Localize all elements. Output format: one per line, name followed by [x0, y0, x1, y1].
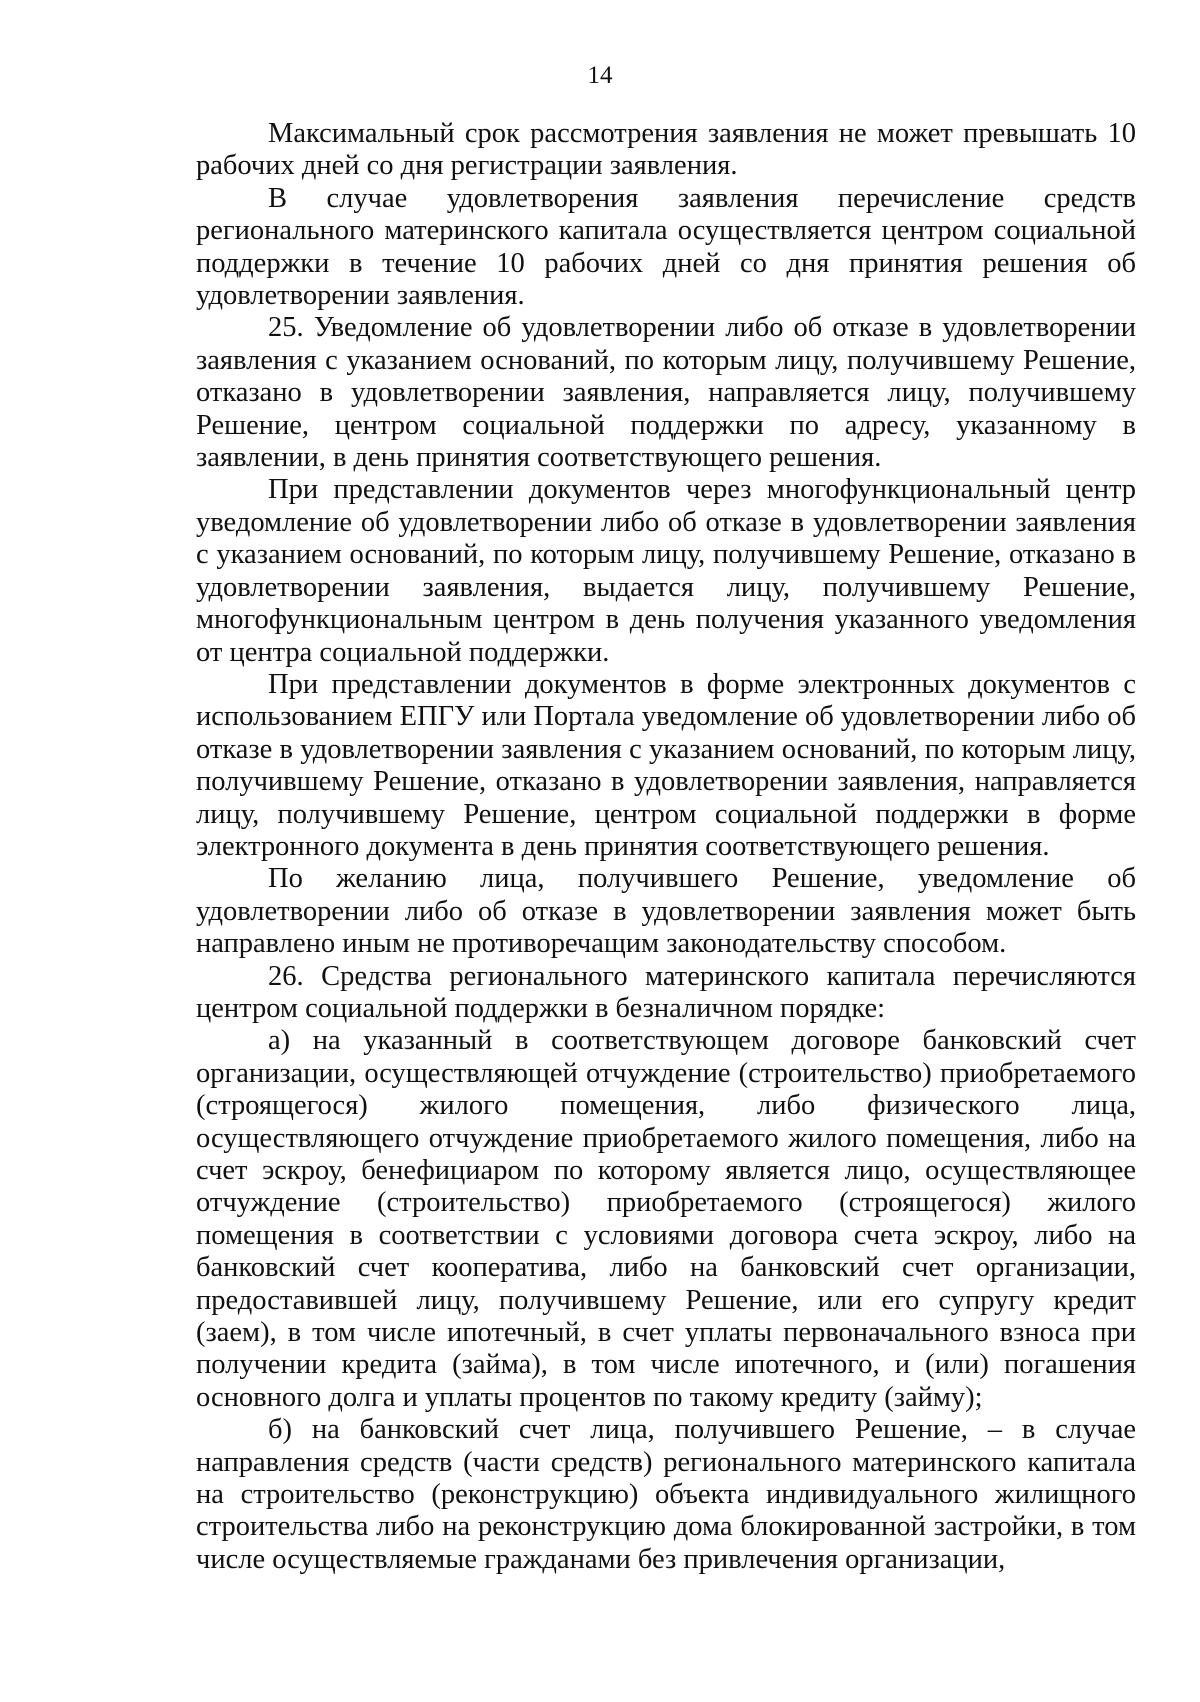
paragraph-item-25-notification: 25. Уведомление об удовлетворении либо об отказе в удовлетворении заявления с указанием оснований, по которым лицу, получившему Решение, отказано в удовлетворении заявления, направляется лицу, получившему Решение, центром социальной поддержки по адресу, указанному в заявлении, в день принятия соответствующего решения.	[196, 312, 1136, 474]
paragraph-mfc-notification: При представлении документов через многофункциональный центр уведомление об удовлетворении либо об отказе в удовлетворении заявления с указанием оснований, по которым лицу, получившему Решение, отказано в удовлетворении заявления, выдается лицу, получившему Решение, многофункциональным центром в день получения указанного уведомления от центра социальной поддержки.	[196, 474, 1136, 668]
paragraph-electronic-notification: При представлении документов в форме электронных документов с использованием ЕПГУ или Портала уведомление об удовлетворении либо об отказе в удовлетворении заявления с указанием оснований, по которым лицу, получившему Решение, отказано в удовлетворении заявления, направляется лицу, получившему Решение, центром социальной поддержки в форме электронного документа в день принятия соответствующего решения.	[196, 668, 1136, 862]
paragraph-subitem-b: б) на банковский счет лица, получившего Решение, – в случае направления средств (части средств) регионального материнского капитала на строительство (реконструкцию) объекта индивидуального жилищного строительства либо на реконструкцию дома блокированной застройки, в том числе осуществляемые гражданами без привлечения организации,	[196, 1414, 1136, 1575]
document-body	[196, 118, 1136, 1576]
paragraph-max-review-term: Максимальный срок рассмотрения заявления не может превышать 10 рабочих дней со дня регистрации заявления.	[196, 118, 1136, 182]
page-number: 14	[587, 62, 613, 89]
paragraph-funds-transfer-term: В случае удовлетворения заявления перечисление средств регионального материнского капитала осуществляется центром социальной поддержки в течение 10 рабочих дней со дня принятия решения об удовлетворении заявления.	[196, 182, 1136, 312]
paragraph-subitem-a: а) на указанный в соответствующем договоре банковский счет организации, осуществляющей отчуждение (строительство) приобретаемого (строящегося) жилого помещения, либо физического лица, осуществляющего отчуждение приобретаемого жилого помещения, либо на счет эскроу, бенефициаром по которому является лицо, осуществляющее отчуждение (строительство) приобретаемого (строящегося) жилого помещения в соответствии с условиями договора счета эскроу, либо на банковский счет кооператива, либо на банковский счет организации, предоставившей лицу, получившему Решение, или его супругу кредит (заем), в том числе ипотечный, в счет уплаты первоначального взноса при получении кредита (займа), в том числе ипотечного, и (или) погашения основного долга и уплаты процентов по такому кредиту (займу);	[196, 1025, 1136, 1413]
paragraph-other-method-notification: По желанию лица, получившего Решение, уведомление об удовлетворении либо об отказе в удовлетворении заявления может быть направлено иным не противоречащим законодательству способом.	[196, 863, 1136, 960]
paragraph-item-26-transfer: 26. Средства регионального материнского капитала перечисляются центром социальной поддержки в безналичном порядке:	[196, 960, 1136, 1024]
